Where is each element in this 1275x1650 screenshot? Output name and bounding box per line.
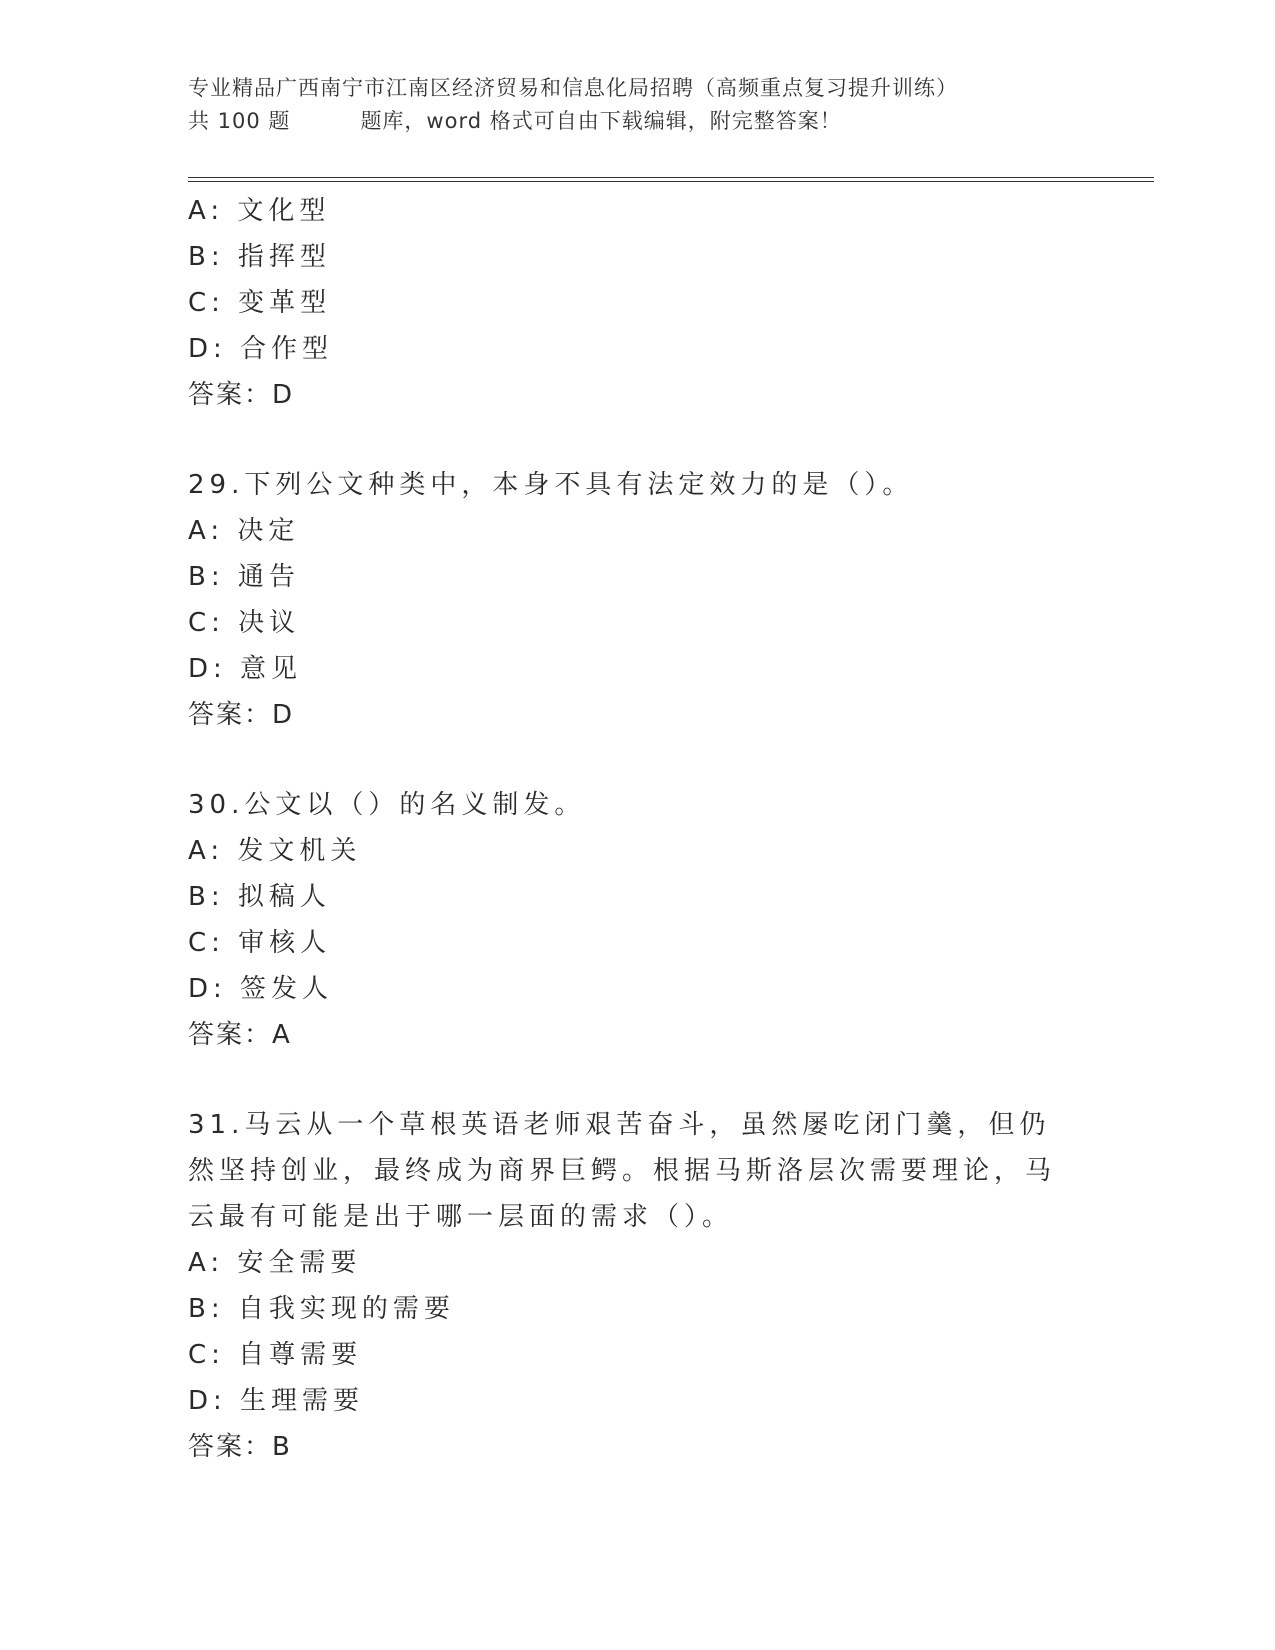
header-divider-bottom [188,181,1154,182]
option-a: A: 发文机关 [188,836,362,866]
header-subtitle [188,105,1088,138]
question-block-30 [188,782,1088,1058]
document-header [188,72,1088,138]
option-c: C: 变革型 [188,288,332,318]
option-a: A: 文化型 [188,196,331,226]
option-d: D: 生理需要 [188,1386,365,1416]
option-c: C: 审核人 [188,928,332,958]
question-block-31 [188,1102,1088,1470]
question-text: 29.下列公文种类中，本身不具有法定效力的是（）。 [188,470,914,500]
option-b: B: 指挥型 [188,242,331,272]
option-d: D: 合作型 [188,334,334,364]
answer-line: 答案：D [188,380,295,410]
option-d: D: 意见 [188,654,303,684]
download-note: 题库，word 格式可自由下载编辑，附完整答案！ [360,109,842,133]
question-block-28 [188,188,1088,418]
option-a: A: 安全需要 [188,1248,362,1278]
option-c: C: 决议 [188,608,301,638]
option-b: B: 拟稿人 [188,882,331,912]
option-a: A: 决定 [188,516,300,546]
option-b: B: 通告 [188,562,300,592]
option-c: C: 自尊需要 [188,1340,363,1370]
answer-line: 答案：B [188,1432,292,1462]
header-title: 专业精品广西南宁市江南区经济贸易和信息化局招聘（高频重点复习提升训练） [188,76,958,100]
header-divider-top [188,177,1154,178]
option-d: D: 签发人 [188,974,334,1004]
question-text: 31.马云从一个草根英语老师艰苦奋斗，虽然屡吃闭门羹，但仍然坚持创业，最终成为商界巨鳄。根据马斯洛层次需要理论，马云最有可能是出于哪一层面的需求（）。 [188,1110,1057,1232]
option-b: B: 自我实现的需要 [188,1294,455,1324]
question-count: 共 100 题 [188,109,291,133]
question-text: 30.公文以（）的名义制发。 [188,790,586,820]
answer-line: 答案：D [188,700,295,730]
answer-line: 答案：A [188,1020,292,1050]
question-block-29 [188,462,1088,738]
question-list [188,188,1088,1470]
